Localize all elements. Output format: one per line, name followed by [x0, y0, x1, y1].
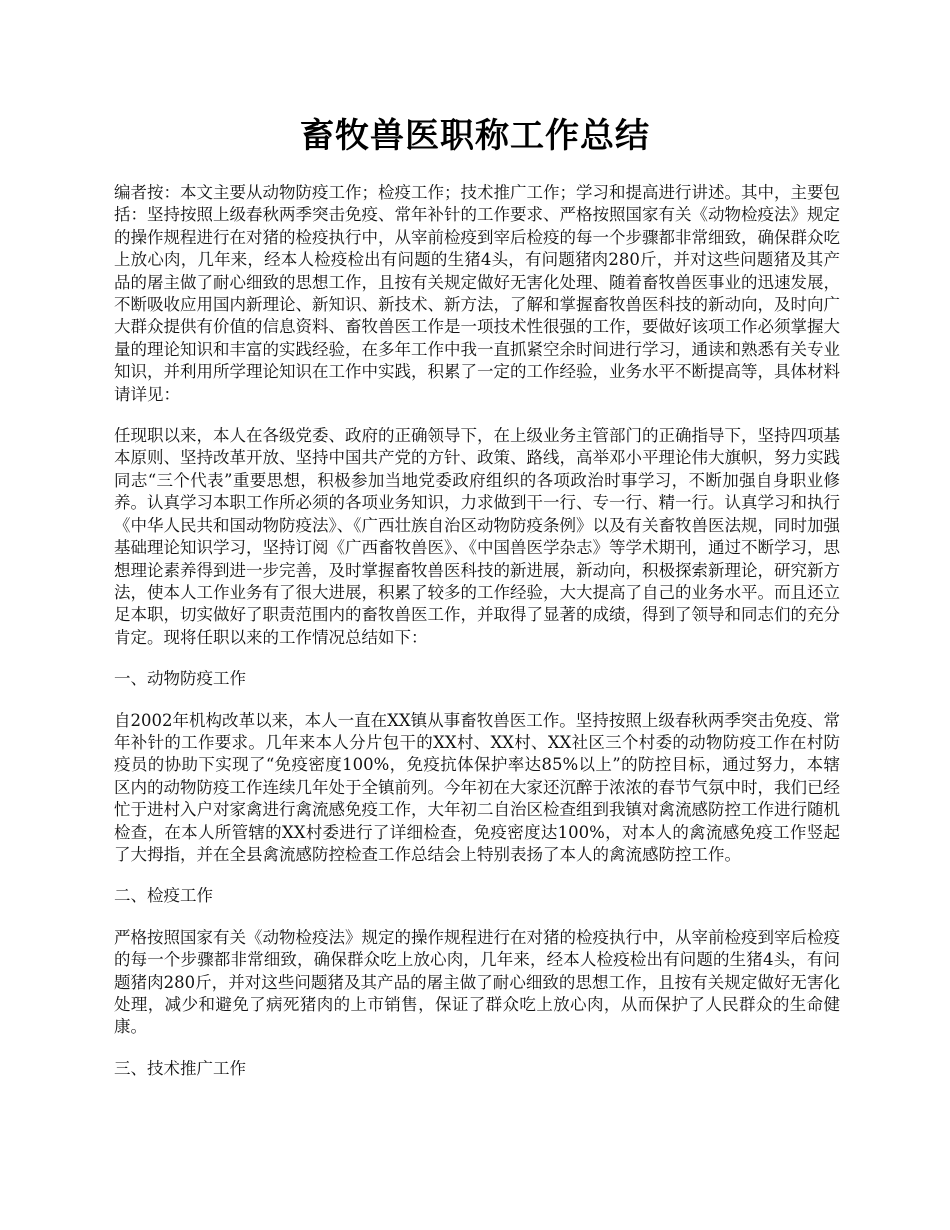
section-body-animal-epidemic-prevention: 自2002年机构改革以来，本人一直在XX镇从事畜牧兽医工作。坚持按照上级春秋两季突击免疫、常年补针的工作要求。几年来本人分片包干的XX村、XX村、XX社区三个村委的动物防疫工作在村防疫员的协助下实现了“免疫密度100%，免疫抗体保护率达85%以上”的防控目标，通过努力，本辖区内的动物防疫工作连续几年处于全镇前列。今年初在大家还沉醉于浓浓的春节气氛中时，我们已经忙于进村入户对家禽进行禽流感免疫工作，大年初二自治区检查组到我镇对禽流感防控工作进行随机检查，在本人所管辖的XX村委进行了详细检查，免疫密度达100%，对本人的禽流感免疫工作竖起了大拇指，并在全县禽流感防控检查工作总结会上特别表扬了本人的禽流感防控工作。 — [114, 710, 840, 864]
document-body — [114, 182, 840, 1099]
editor-note-paragraph: 编者按：本文主要从动物防疫工作；检疫工作；技术推广工作；学习和提高进行讲述。其中，主要包括：坚持按照上级春秋两季突击免疫、常年补针的工作要求、严格按照国家有关《动物检疫法》规定的操作规程进行在对猪的检疫执行中，从宰前检疫到宰后检疫的每一个步骤都非常细致，确保群众吃上放心肉，几年来，经本人检疫检出有问题的生猪4头，有问题猪肉280斤，并对这些问题猪及其产品的屠主做了耐心细致的思想工作，且按有关规定做好无害化处理、随着畜牧兽医事业的迅速发展，不断吸收应用国内新理论、新知识、新技术、新方法，了解和掌握畜牧兽医科技的新动向，及时向广大群众提供有价值的信息资料、畜牧兽医工作是一项技术性很强的工作，要做好该项工作必须掌握大量的理论知识和丰富的实践经验，在多年工作中我一直抓紧空余时间进行学习，通读和熟悉有关专业知识，并利用所学理论知识在工作中实践，积累了一定的工作经验，业务水平不断提高等，具体材料请详见： — [114, 183, 840, 404]
section-heading-technology-promotion: 三、技术推广工作 — [114, 1058, 246, 1078]
section-heading-animal-epidemic-prevention: 一、动物防疫工作 — [114, 669, 246, 689]
section-body-quarantine: 严格按照国家有关《动物检疫法》规定的操作规程进行在对猪的检疫执行中，从宰前检疫到宰后检疫的每一个步骤都非常细致，确保群众吃上放心肉，几年来，经本人检疫检出有问题的生猪4头，有问题猪肉280斤，并对这些问题猪及其产品的屠主做了耐心细致的思想工作，且按有关规定做好无害化处理，减少和避免了病死猪肉的上市销售，保证了群众吃上放心肉，从而保护了人民群众的生命健康。 — [114, 927, 840, 1037]
section-heading-quarantine: 二、检疫工作 — [114, 886, 213, 906]
document-title: 畜牧兽医职称工作总结 — [300, 116, 650, 156]
intro-paragraph: 任现职以来，本人在各级党委、政府的正确领导下，在上级业务主管部门的正确指导下，坚持四项基本原则、坚持改革开放、坚持中国共产党的方针、政策、路线，高举邓小平理论伟大旗帜，努力实践同志“三个代表”重要思想，积极参加当地党委政府组织的各项政治时事学习，不断加强自身职业修养。认真学习本职工作所必须的各项业务知识，力求做到干一行、专一行、精一行。认真学习和执行《中华人民共和国动物防疫法》、《广西壮族自治区动物防疫条例》以及有关畜牧兽医法规，同时加强基础理论知识学习，坚持订阅《广西畜牧兽医》、《中国兽医学杂志》等学术期刊，通过不断学习，思想理论素养得到进一步完善，及时掌握畜牧兽医科技的新进展，新动向，积极探索新理论，研究新方法，使本人工作业务有了很大进展，积累了较多的工作经验，大大提高了自己的业务水平。而且还立足本职，切实做好了职责范围内的畜牧兽医工作，并取得了显著的成绩，得到了领导和同志们的充分肯定。现将任职以来的工作情况总结如下： — [114, 426, 840, 647]
